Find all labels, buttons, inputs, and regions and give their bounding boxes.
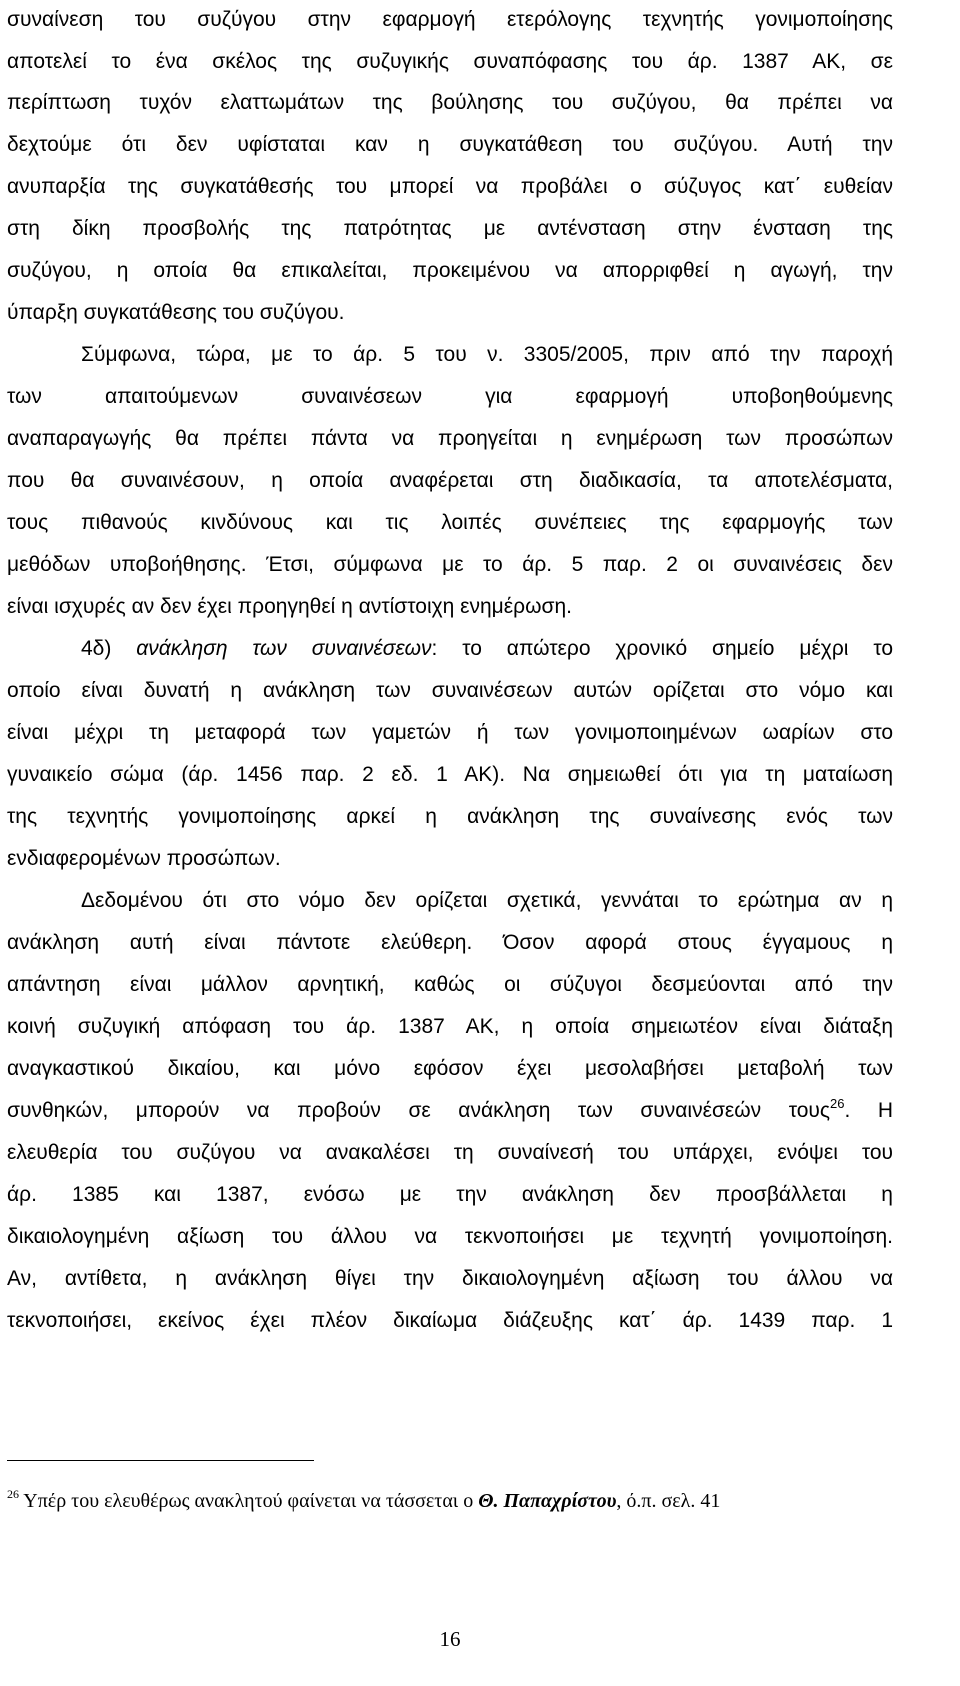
body-line [81,634,893,664]
body-line: συναίνεση του συζύγου στην εφαρμογή ετερόλογης τεχνητής γονιμοποίησης [7,8,893,31]
body-line: Σύμφωνα, τώρα, με το άρ. 5 του ν. 3305/2005, πριν από την παροχή [81,343,893,366]
body-line: ανάκληση αυτή είναι πάντοτε ελεύθερη. Όσον αφορά στους έγγαμους η [7,931,893,954]
body-line: μεθόδων υποβοήθησης. Έτσι, σύμφωνα με το άρ. 5 παρ. 2 οι συναινέσεις δεν [7,553,893,576]
italic-term: ανάκληση των συναινέσεων [136,637,432,660]
body-line: κοινή συζυγική απόφαση του άρ. 1387 ΑΚ, η οποία σημειωτέον είναι διάταξη [7,1015,893,1038]
body-line: ανυπαρξία της συγκατάθεσής του μπορεί να προβάλει ο σύζυγος κατ΄ ευθείαν [7,175,893,198]
para3-first-line-rest: : το απώτερο χρονικό σημείο μέχρι το [431,637,893,660]
page-number: 16 [439,1627,461,1651]
footnote-citation: , ό.π. σελ. 41 [616,1490,721,1512]
body-line: περίπτωση τυχόν ελαττωμάτων της βούλησης του συζύγου, θα πρέπει να [7,91,893,114]
body-line: συζύγου, η οποία θα επικαλείται, προκειμένου να απορριφθεί η αγωγή, την [7,259,893,282]
body-line: αποτελεί το ένα σκέλος της συζυγικής συναπόφασης του άρ. 1387 ΑΚ, σε [7,50,893,73]
body-line: οποίο είναι δυνατή η ανάκληση των συναινέσεων αυτών ορίζεται στο νόμο και [7,679,893,702]
body-line: των απαιτούμενων συναινέσεων για εφαρμογή υποβοηθούμενης [7,385,893,408]
body-line: στη δίκη προσβολής της πατρότητας με αντένσταση στην ένσταση της [7,217,893,240]
body-line: ύπαρξη συγκατάθεσης του συζύγου. [7,301,345,324]
body-line: της τεχνητής γονιμοποίησης αρκεί η ανάκληση της συναίνεσης ενός των [7,805,893,828]
body-line: ελευθερία του συζύγου να ανακαλέσει τη συναίνεσή του υπάρχει, ενόψει του [7,1141,893,1164]
footnote-author: Θ. Παπαχρίστου [478,1490,617,1512]
body-line: τεκνοποιήσει, εκείνος έχει πλέον δικαίωμα διάζευξης κατ΄ άρ. 1439 παρ. 1 [7,1309,893,1332]
body-line: δικαιολογημένη αξίωση του άλλου να τεκνοποιήσει με τεχνητή γονιμοποίηση. [7,1225,893,1248]
para3-prefix: 4δ) [81,637,137,660]
body-line: Αν, αντίθετα, η ανάκληση θίγει την δικαιολογημένη αξίωση του άλλου να [7,1267,893,1290]
body-line: γυναικείο σώμα (άρ. 1456 παρ. 2 εδ. 1 ΑΚ). Να σημειωθεί ότι για τη ματαίωση [7,763,893,786]
body-line: δεχτούμε ότι δεν υφίσταται καν η συγκατάθεση του συζύγου. Αυτή την [7,133,893,156]
body-line: τους πιθανούς κινδύνους και τις λοιπές συνέπειες της εφαρμογής των [7,511,893,534]
body-line: είναι ισχυρές αν δεν έχει προηγηθεί η αντίστοιχη ενημέρωση. [7,595,572,618]
body-line: αναπαραγωγής θα πρέπει πάντα να προηγείται η ενημέρωση των προσώπων [7,427,893,450]
ref-line-tail: . Η [844,1099,893,1122]
footnote-separator [7,1460,314,1461]
body-line: άρ. 1385 και 1387, ενόσω με την ανάκληση δεν προσβάλλεται η [7,1183,893,1206]
body-line: που θα συναινέσουν, η οποία αναφέρεται στη διαδικασία, τα αποτελέσματα, [7,469,893,492]
body-line: είναι μέχρι τη μεταφορά των γαμετών ή των γονιμοποιημένων ωαρίων στο [7,721,893,744]
footnote [7,1487,887,1515]
body-line: ενδιαφερομένων προσώπων. [7,847,281,870]
footnote-number: 26 [7,1487,19,1501]
body-line: απάντηση είναι μάλλον αρνητική, καθώς οι σύζυγοι δεσμεύονται από την [7,973,893,996]
body-line: Δεδομένου ότι στο νόμο δεν ορίζεται σχετικά, γεννάται το ερώτημα αν η [81,889,893,912]
footnote-text: Υπέρ του ελευθέρως ανακλητού φαίνεται να τάσσεται ο [19,1490,479,1512]
ref-line-text: συνθηκών, μπορούν να προβούν σε ανάκληση των συναινέσεών τους [7,1099,830,1122]
body-line: αναγκαστικού δικαίου, και μόνο εφόσον έχει μεσολαβήσει μεταβολή των [7,1057,893,1080]
body-line [7,1096,893,1126]
footnote-reference[interactable]: 26 [830,1096,845,1111]
